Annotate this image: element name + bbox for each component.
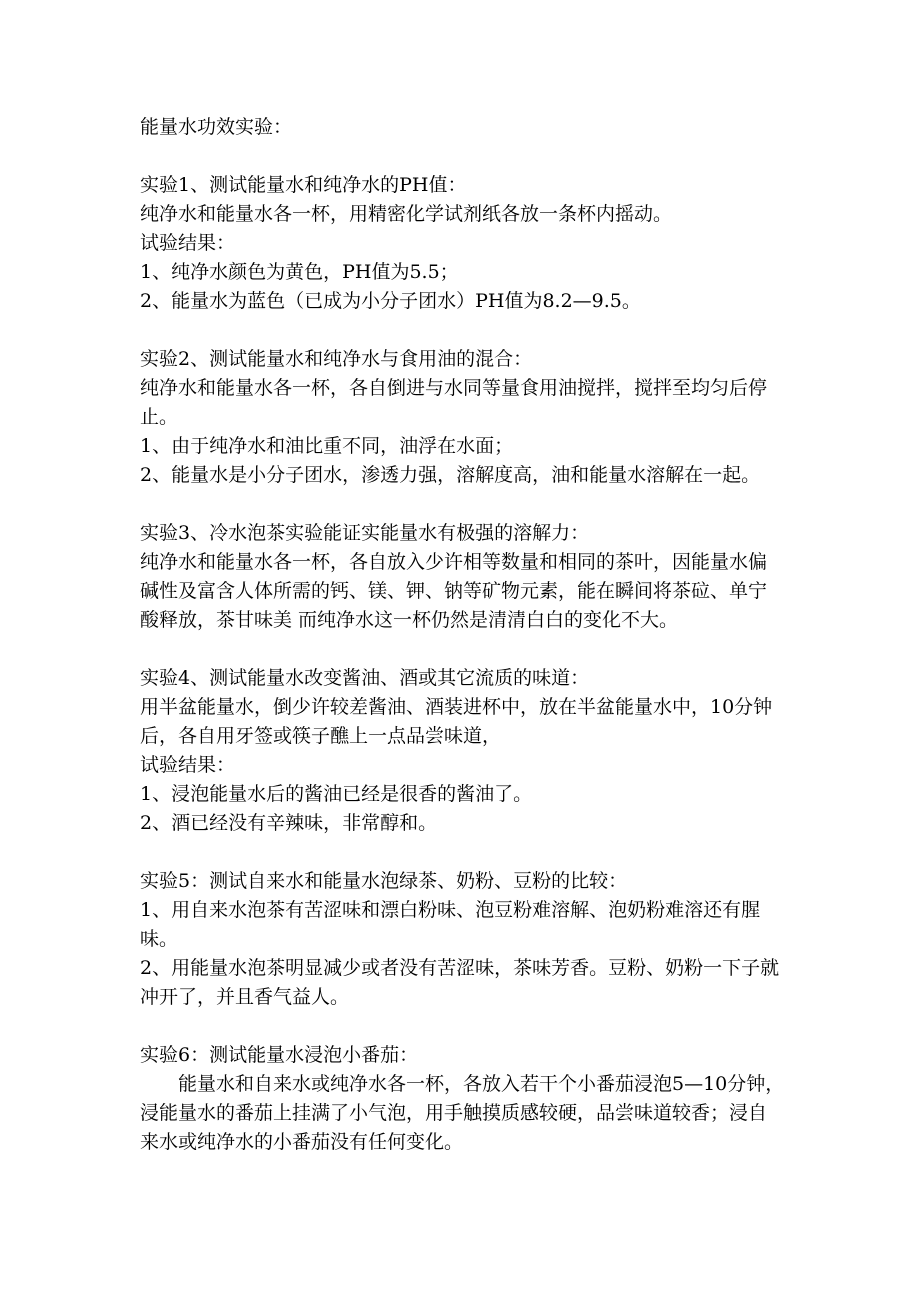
section-line: 试验结果： — [140, 232, 236, 254]
blank-line — [140, 490, 785, 519]
experiment-section-4 — [140, 664, 785, 838]
experiment-section-2 — [140, 345, 785, 490]
section-line: 1、用自来水泡茶有苦涩味和漂白粉味、泡豆粉难溶解、泡奶粉难溶还有腥味。 — [140, 899, 761, 950]
section-line: 1、纯净水颜色为黄色，PH值为5.5； — [140, 261, 459, 283]
document-page — [140, 113, 785, 1157]
section-line: 2、酒已经没有辛辣味，非常醇和。 — [140, 812, 438, 834]
document-title: 能量水功效实验： — [140, 116, 293, 138]
experiment-section-1 — [140, 171, 785, 316]
section-line: 2、用能量水泡茶明显减少或者没有苦涩味，茶味芳香。豆粉、奶粉一下子就冲开了，并且香气益人。 — [140, 957, 780, 1008]
section-heading: 实验4、测试能量水改变酱油、酒或其它流质的味道： — [140, 667, 590, 689]
blank-line — [140, 142, 785, 171]
section-heading: 实验5：测试自来水和能量水泡绿茶、奶粉、豆粉的比较： — [140, 870, 628, 892]
experiment-section-5 — [140, 867, 785, 1012]
blank-line — [140, 316, 785, 345]
section-heading: 实验6：测试能量水浸泡小番茄： — [140, 1044, 419, 1066]
section-line: 1、浸泡能量水后的酱油已经是很香的酱油了。 — [140, 783, 533, 805]
section-line: 2、能量水是小分子团水，渗透力强，溶解度高，油和能量水溶解在一起。 — [140, 464, 761, 486]
section-line: 1、由于纯净水和油比重不同，油浮在水面； — [140, 435, 514, 457]
section-line: 纯净水和能量水各一杯，各自倒进与水同等量食用油搅拌，搅拌至均匀后停止。 — [140, 377, 768, 428]
section-heading: 实验3、冷水泡茶实验能证实能量水有极强的溶解力： — [140, 522, 590, 544]
blank-line — [140, 635, 785, 664]
section-line: 能量水和自来水或纯净水各一杯，各放入若干个小番茄浸泡5—10分钟，浸能量水的番茄上挂满了小气泡，用手触摸质感较硬，品尝味道较香；浸自来水或纯净水的小番茄没有任何变化。 — [140, 1073, 785, 1153]
experiment-section-3 — [140, 519, 785, 635]
blank-line — [140, 838, 785, 867]
section-line: 2、能量水为蓝色（已成为小分子团水）PH值为8.2—9.5。 — [140, 290, 641, 312]
section-line: 纯净水和能量水各一杯，用精密化学试剂纸各放一条杯内摇动。 — [140, 203, 673, 225]
blank-line — [140, 1012, 785, 1041]
section-line: 纯净水和能量水各一杯，各自放入少许相等数量和相同的茶叶，因能量水偏碱性及富含人体所需的钙、镁、钾、钠等矿物元素，能在瞬间将茶砬、单宁酸释放，茶甘味美 而纯净水这一杯仍然是清清白白的变化不大。 — [140, 551, 768, 631]
section-heading: 实验2、测试能量水和纯净水与食用油的混合： — [140, 348, 533, 370]
section-line: 试验结果： — [140, 754, 236, 776]
section-line: 用半盆能量水，倒少许较差酱油、酒装进杯中，放在半盆能量水中，10分钟后，各自用牙签或筷子醮上一点品尝味道， — [140, 696, 773, 747]
experiment-section-6 — [140, 1041, 785, 1157]
section-heading: 实验1、测试能量水和纯净水的PH值： — [140, 174, 467, 196]
